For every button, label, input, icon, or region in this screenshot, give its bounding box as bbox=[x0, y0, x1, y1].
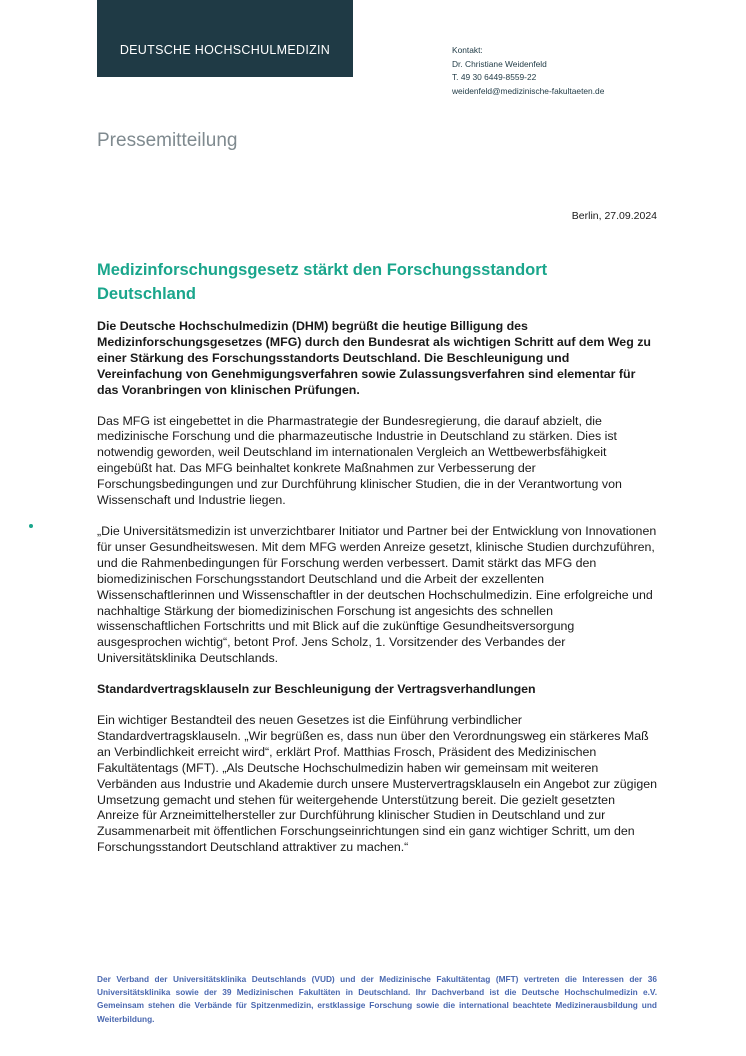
headline: Medizinforschungsgesetz stärkt den Forschungsstandort Deutschland bbox=[97, 261, 548, 303]
lead-paragraph: Die Deutsche Hochschulmedizin (DHM) begrüßt die heutige Billigung des Medizinforschungsgesetzes (MFG) durch den Bundesrat als wichtigen Schritt auf dem Weg zu einer Stärkung des Forschungsstandorts Deutschland. Die Beschleunigung und Vereinfachung von Genehmigungsverfahren sowie Zulassungsverfahren sind elementar für das Voranbringen von klinischen Prüfungen. bbox=[97, 319, 651, 397]
date-line: Berlin, 27.09.2024 bbox=[571, 210, 657, 222]
contact-phone: T. 49 30 6449-8559-22 bbox=[452, 72, 537, 82]
contact-name: Dr. Christiane Weidenfeld bbox=[452, 58, 547, 69]
contact-label: Kontakt: bbox=[452, 45, 483, 55]
contact-block bbox=[452, 44, 604, 98]
contact-email[interactable]: weidenfeld@medizinische-fakultaeten.de bbox=[452, 85, 605, 96]
subheading: Standardvertragsklauseln zur Beschleunigung der Vertragsverhandlungen bbox=[97, 682, 536, 697]
margin-dot bbox=[29, 524, 33, 528]
logo bbox=[97, 0, 353, 77]
document-type: Pressemitteilung bbox=[97, 130, 238, 151]
logo-text: DEUTSCHE HOCHSCHULMEDIZIN bbox=[119, 43, 331, 57]
paragraph-2: „Die Universitätsmedizin ist unverzichtbarer Initiator und Partner bei der Entwicklung von Innovationen für unser Gesundheitswesen. Mit dem MFG werden Anreize gesetzt, klinische Studien durchzuführen, und die Rahmenbedingungen für Forschung werden verbessert. Damit stärkt das MFG den biomedizinischen Forschungsstandort Deutschland und die Arbeit der exzellenten Wissenschaftlerinnen und Wissenschaftler in der deutschen Hochschulmedizin. Eine erfolgreiche und nachhaltige Stärkung der biomedizinischen Forschung ist angesichts des schnellen wissenschaftlichen Fortschritts und mit Blick auf die zukünftige Gesundheitsversorgung ausgesprochen wichtig“, betont Prof. Jens Scholz, 1. Vorsitzender des Verbandes der Universitätsklinika Deutschlands. bbox=[97, 523, 657, 666]
body-text bbox=[97, 319, 657, 871]
paragraph-1: Das MFG ist eingebettet in die Pharmastrategie der Bundesregierung, die darauf abzielt, die medizinische Forschung und die pharmazeutische Industrie in Deutschland zu stärken. Dies ist notwendig geworden, weil Deutschland im internationalen Vergleich an Wettbewerbsfähigkeit eingebüßt hat. Das MFG beinhaltet konkrete Maßnahmen zur Verbesserung der Forschungsbedingungen und zur Durchführung klinischer Studien, die in der Verantwortung von Wissenschaft und Industrie liegen. bbox=[97, 413, 622, 508]
footer-note: Der Verband der Universitätsklinika Deutschlands (VUD) und der Medizinische Fakultätentag (MFT) vertreten die Interessen der 36 Universitätsklinika sowie der 39 Medizinischen Fakultäten in Deutschland. Ihr Dachverband ist die Deutsche Hochschulmedizin e.V. Gemeinsam stehen die Verbände für Spitzenmedizin, erstklassige Forschung sowie die international beachtete Medizinerausbildung und Weiterbildung. bbox=[97, 974, 657, 1024]
paragraph-3: Ein wichtiger Bestandteil des neuen Gesetzes ist die Einführung verbindlicher Standardvertragsklauseln. „Wir begrüßen es, dass nun über den Verordnungsweg ein stärkeres Maß an Verbindlichkeit erreicht wird“, erklärt Prof. Matthias Frosch, Präsident des Medizinischen Fakultätentags (MFT). „Als Deutsche Hochschulmedizin haben wir gemeinsam mit weiteren Verbänden aus Industrie und Akademie durch unsere Mustervertragsklauseln ein Angebot zur zügigen Umsetzung gemacht und stehen für weitergehende Unterstützung bereit. Die gezielt gesetzten Anreize für Arzneimittelhersteller zur Durchführung klinischer Studien in Deutschland und zur Zusammenarbeit mit öffentlichen Forschungseinrichtungen sind ein ganz wichtiger Schritt, um den Forschungsstandort Deutschland attraktiver zu machen.“ bbox=[97, 713, 657, 855]
